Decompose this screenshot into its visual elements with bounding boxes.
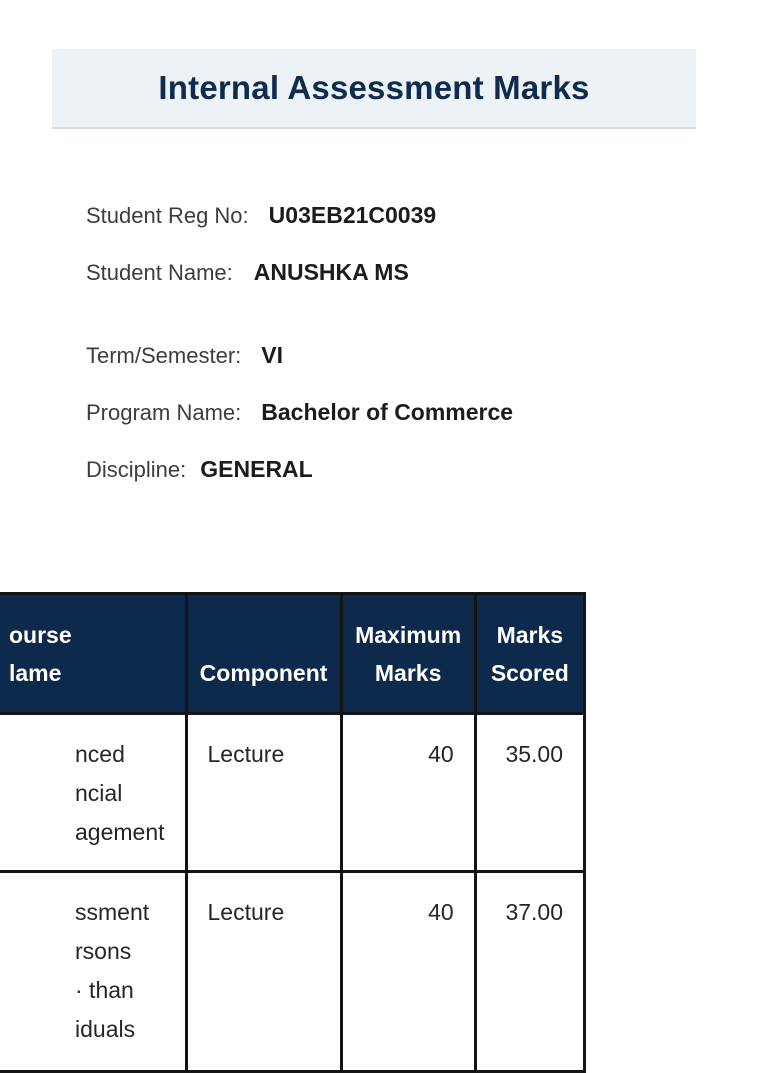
- reg-no-value: U03EB21C0039: [268, 202, 437, 228]
- component-cell: Lecture: [186, 714, 341, 872]
- header-component: [186, 594, 341, 714]
- marks-table-container[interactable]: [9, 592, 664, 1042]
- program-row: [86, 399, 513, 426]
- course-line: · than: [75, 977, 134, 1003]
- student-name-label: Student Name:: [86, 260, 233, 285]
- course-line: rsons: [75, 938, 132, 964]
- program-label: Program Name:: [86, 400, 242, 425]
- program-value: Bachelor of Commerce: [261, 399, 514, 425]
- marks-scored-cell: 37.00: [475, 872, 584, 1072]
- discipline-value: GENERAL: [200, 456, 313, 482]
- course-name-cell: [0, 872, 186, 1072]
- max-marks-cell: 40: [341, 872, 475, 1072]
- term-row: [86, 342, 283, 369]
- course-name-cell: [0, 714, 186, 872]
- header-max-line1: Maximum: [355, 621, 462, 648]
- header-scored-line2: Scored: [490, 659, 569, 686]
- marks-scored-cell: 35.00: [475, 714, 584, 872]
- student-name-value: ANUSHKA MS: [253, 259, 409, 285]
- course-line: nced: [75, 741, 125, 767]
- course-line: agement: [75, 819, 165, 845]
- header-maximum-marks: [341, 594, 475, 714]
- header-marks-scored: [475, 594, 584, 714]
- course-line: ncial: [75, 780, 123, 806]
- max-marks-cell: 40: [341, 714, 475, 872]
- page-header: [52, 49, 696, 129]
- table-row: [0, 872, 585, 1072]
- term-label: Term/Semester:: [86, 343, 242, 368]
- table-row: [0, 714, 585, 872]
- course-line: iduals: [75, 1016, 136, 1042]
- table-header-row: [0, 594, 585, 714]
- reg-no-label: Student Reg No:: [86, 203, 249, 228]
- header-max-line2: Marks: [374, 659, 442, 686]
- header-component-label: Component: [199, 659, 328, 686]
- header-course-name: [0, 594, 186, 714]
- term-value: VI: [261, 342, 283, 368]
- marks-table: [0, 592, 586, 1073]
- reg-no-row: [86, 202, 436, 229]
- discipline-row: [86, 456, 313, 483]
- page-title: Internal Assessment Marks: [158, 69, 590, 106]
- course-line: ssment: [75, 899, 150, 925]
- header-course-line2: lame: [9, 659, 62, 686]
- header-scored-line1: Marks: [496, 621, 564, 648]
- discipline-label: Discipline:: [86, 457, 187, 482]
- student-name-row: [86, 259, 409, 286]
- header-course-line1: ourse: [9, 621, 72, 648]
- component-cell: Lecture: [186, 872, 341, 1072]
